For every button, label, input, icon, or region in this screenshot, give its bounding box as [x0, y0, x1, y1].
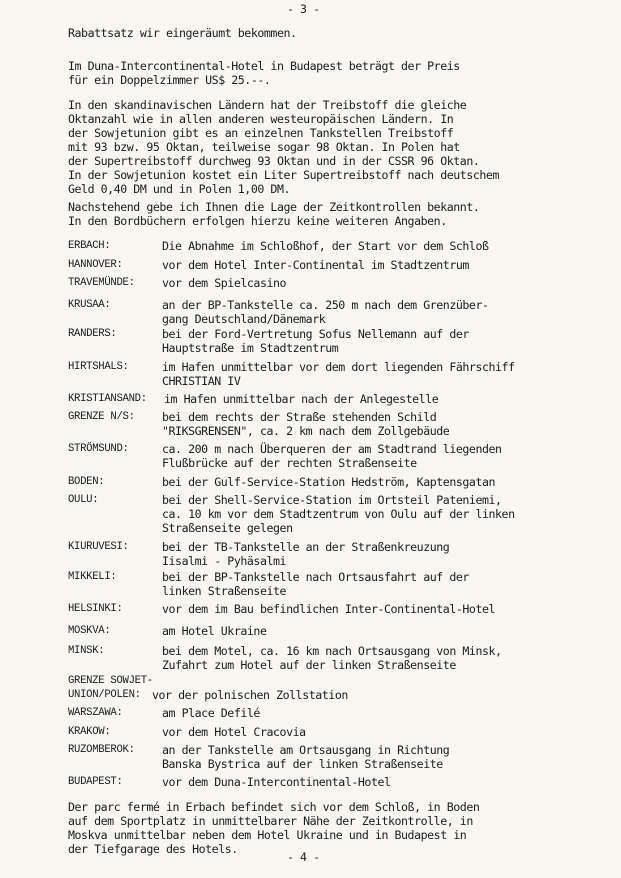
control-location: bei der Ford-Vertretung Sofus Nellemann auf der	[162, 327, 469, 341]
control-location: bei der Shell-Service-Station im Ortsteil Pateniemi,	[162, 493, 502, 507]
control-label: KRAKOW:	[68, 726, 111, 738]
control-label: MOSKVA:	[68, 625, 111, 637]
paragraph-line: Moskva unmittelbar neben dem Hotel Ukraine und in Budapest in	[68, 828, 467, 842]
control-label: HIRTSHALS:	[68, 361, 129, 373]
control-location: gang Deutschland/Dänemark	[162, 312, 326, 326]
control-location: vor dem Duna-Intercontinental-Hotel	[162, 775, 391, 789]
control-location: bei dem rechts der Straße stehenden Schild	[162, 410, 437, 424]
paragraph-line: mit 93 bzw. 95 Oktan, teilweise sogar 98 Oktan. In Polen hat	[68, 140, 460, 154]
control-location: Hauptstraße im Stadtzentrum	[162, 341, 339, 355]
control-label: GRENZE N/S:	[68, 411, 135, 423]
control-location: vor dem Hotel Cracovia	[162, 725, 306, 739]
paragraph-line: der Tiefgarage des Hotels.	[68, 842, 238, 856]
control-label: MIKKELI:	[68, 571, 117, 583]
paragraph-line: Der parc fermé in Erbach befindet sich vor dem Schloß, in Boden	[68, 800, 480, 814]
paragraph-line: In den Bordbüchern erfolgen hierzu keine weiteren Angaben.	[68, 214, 447, 228]
paragraph-line: In den skandinavischen Ländern hat der Treibstoff die gleiche	[68, 98, 467, 112]
paragraph-line: für ein Doppelzimmer US$ 25.--.	[68, 73, 271, 87]
control-label: TRAVEMÜNDE:	[68, 277, 135, 289]
control-label: HELSINKI:	[68, 603, 123, 615]
control-location: ca. 200 m nach Überqueren der am Stadtrand liegenden	[162, 442, 502, 456]
paragraph-line: der Supertreibstoff durchweg 93 Oktan und in der CSSR 96 Oktan.	[68, 154, 480, 168]
control-location: Zufahrt zum Hotel auf der linken Straßenseite	[162, 658, 456, 672]
control-location: Iisalmi - Pyhäsalmi	[162, 554, 287, 568]
control-location: an der Tankstelle am Ortsausgang in Richtung	[162, 743, 450, 757]
control-label: RANDERS:	[68, 328, 117, 340]
control-location: bei der TB-Tankstelle an der Straßenkreuzung	[162, 540, 450, 554]
control-location: linken Straßenseite	[162, 584, 287, 598]
control-label: RUZOMBEROK:	[68, 744, 135, 756]
control-location: ca. 10 km vor dem Stadtzentrum von Oulu auf der linken	[162, 507, 515, 521]
control-location: vor dem im Bau befindlichen Inter-Continental-Hotel	[162, 602, 496, 616]
page-number-bottom: - 4 -	[287, 850, 320, 864]
control-label: STRÖMSUND:	[68, 443, 129, 455]
paragraph-line: Nachstehend gebe ich Ihnen die Lage der Zeitkontrollen bekannt.	[68, 200, 480, 214]
control-label: BODEN:	[68, 476, 105, 488]
control-location: vor dem Spielcasino	[162, 276, 287, 290]
control-location: an der BP-Tankstelle ca. 250 m nach dem Grenzüber-	[162, 298, 489, 312]
control-label: BUDAPEST:	[68, 776, 123, 788]
control-location: CHRISTIAN IV	[162, 374, 241, 388]
control-label: KIURUVESI:	[68, 541, 129, 553]
control-location: Straßenseite gelegen	[162, 521, 293, 535]
control-label: HANNOVER:	[68, 259, 123, 271]
page-number-top: - 3 -	[287, 2, 320, 16]
control-label: WARSZAWA:	[68, 707, 123, 719]
control-location: am Place Defilé	[162, 706, 260, 720]
control-label: KRISTIANSAND:	[68, 393, 147, 405]
control-label: UNION/POLEN:	[68, 689, 141, 701]
paragraph-line: In der Sowjetunion kostet ein Liter Supertreibstoff nach deutschem	[68, 168, 499, 182]
paragraph-line: Oktanzahl wie in allen anderen westeuropäischen Ländern. In	[68, 112, 454, 126]
control-location: im Hafen unmittelbar nach der Anlegestelle	[164, 392, 439, 406]
control-label: KRUSAA:	[68, 299, 111, 311]
control-location: Flußbrücke auf der rechten Straßenseite	[162, 456, 417, 470]
control-location: Die Abnahme im Schloßhof, der Start vor dem Schloß	[162, 239, 489, 253]
control-label: MINSK:	[68, 645, 105, 657]
control-location: Banska Bystrica auf der linken Straßenseite	[162, 757, 443, 771]
control-location: vor dem Hotel Inter-Continental im Stadtzentrum	[162, 258, 469, 272]
paragraph-line: Geld 0,40 DM und in Polen 1,00 DM.	[68, 182, 291, 196]
control-label: GRENZE SOWJET-	[68, 675, 153, 687]
control-label: OULU:	[68, 494, 99, 506]
paragraph-line: auf dem Sportplatz in unmittelbarer Nähe der Zeitkontrolle, in	[68, 814, 473, 828]
control-label: ERBACH:	[68, 240, 111, 252]
control-location: im Hafen unmittelbar vor dem dort liegenden Fährschiff	[162, 360, 515, 374]
control-location: bei der BP-Tankstelle nach Ortsausfahrt auf der	[162, 570, 469, 584]
control-location: bei dem Motel, ca. 16 km nach Ortsausgang von Minsk,	[162, 644, 502, 658]
control-location: am Hotel Ukraine	[162, 624, 267, 638]
control-location: bei der Gulf-Service-Station Hedström, Kaptensgatan	[162, 475, 496, 489]
paragraph-line: Im Duna-Intercontinental-Hotel in Budapest beträgt der Preis	[68, 59, 460, 73]
control-location: vor der polnischen Zollstation	[152, 688, 348, 702]
paragraph-line: Rabattsatz wir eingeräumt bekommen.	[68, 26, 297, 40]
control-location: "RIKSGRENSEN", ca. 2 km nach dem Zollgebäude	[162, 424, 450, 438]
paragraph-line: der Sowjetunion gibt es an einzelnen Tankstellen Treibstoff	[68, 126, 454, 140]
